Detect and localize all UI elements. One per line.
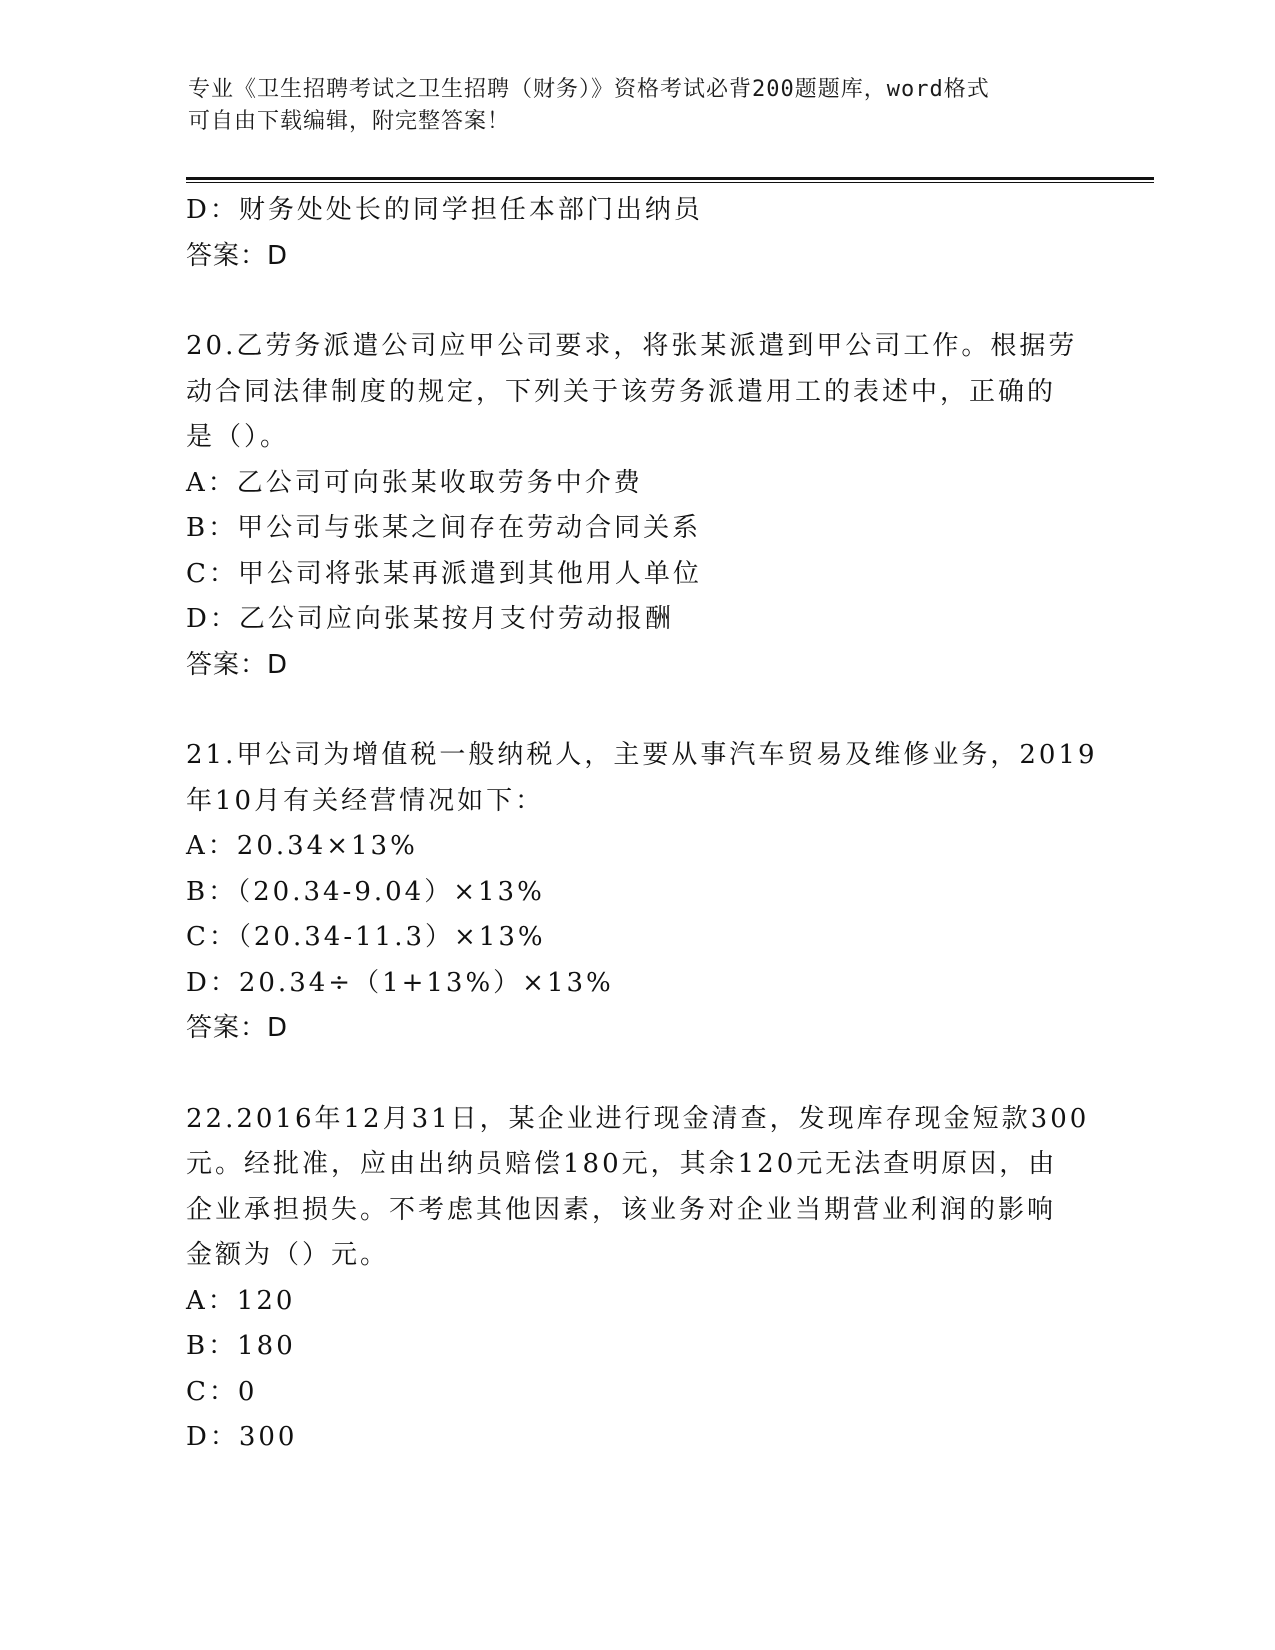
question-block-prev — [186, 188, 1086, 279]
question-text-line: 22.2016年12月31日，某企业进行现金清查，发现库存现金短款300 — [186, 1103, 1090, 1134]
option-d: D：20.34÷（1+13%）×13% — [186, 967, 614, 998]
document-header — [188, 74, 1068, 138]
question-text-line: 金额为（）元。 — [186, 1240, 390, 1270]
divider-thick — [186, 177, 1154, 180]
option-b: B：甲公司与张某之间存在劳动合同关系 — [186, 513, 702, 543]
divider-thin — [186, 182, 1154, 183]
document-body — [186, 188, 1098, 1461]
option-c: C：0 — [186, 1376, 258, 1407]
question-block-22 — [186, 1097, 1090, 1461]
answer-line: 答案：D — [186, 240, 289, 271]
header-line-1: 专业《卫生招聘考试之卫生招聘（财务）》资格考试必背200题题库，word格式 — [188, 77, 990, 102]
option-c: C：甲公司将张某再派遣到其他用人单位 — [186, 558, 702, 589]
question-text-line: 20.乙劳务派遣公司应甲公司要求，将张某派遣到甲公司工作。根据劳 — [186, 331, 1078, 361]
question-text-line: 元。经批准，应由出纳员赔偿180元，其余120元无法查明原因，由 — [186, 1149, 1058, 1179]
header-line-2: 可自由下载编辑，附完整答案！ — [188, 109, 511, 134]
question-text-line: 动合同法律制度的规定，下列关于该劳务派遣用工的表述中，正确的 — [186, 376, 1057, 407]
option-b: B：（20.34-9.04）×13% — [186, 876, 545, 907]
answer-line: 答案：D — [186, 1013, 289, 1043]
question-text-line: 企业承担损失。不考虑其他因素，该业务对企业当期营业利润的影响 — [186, 1194, 1057, 1225]
question-text-line: 是（）。 — [186, 422, 290, 452]
answer-line: 答案：D — [186, 649, 289, 680]
question-text-line: 年10月有关经营情况如下： — [186, 785, 545, 816]
option-d: D：300 — [186, 1422, 298, 1452]
option-c: C：（20.34-11.3）×13% — [186, 922, 546, 952]
option-d: D：乙公司应向张某按月支付劳动报酬 — [186, 604, 674, 634]
option-a: A：乙公司可向张某收取劳务中介费 — [186, 467, 643, 498]
option-a: A：20.34×13% — [186, 831, 418, 861]
question-block-20 — [186, 324, 1086, 688]
option-a: A：120 — [186, 1285, 296, 1316]
question-block-21 — [186, 733, 1098, 1052]
option-b: B：180 — [186, 1331, 296, 1361]
question-text-line: 21.甲公司为增值税一般纳税人，主要从事汽车贸易及维修业务，2019 — [186, 740, 1098, 770]
header-divider — [186, 177, 1154, 183]
option-d: D：财务处处长的同学担任本部门出纳员 — [186, 195, 703, 225]
